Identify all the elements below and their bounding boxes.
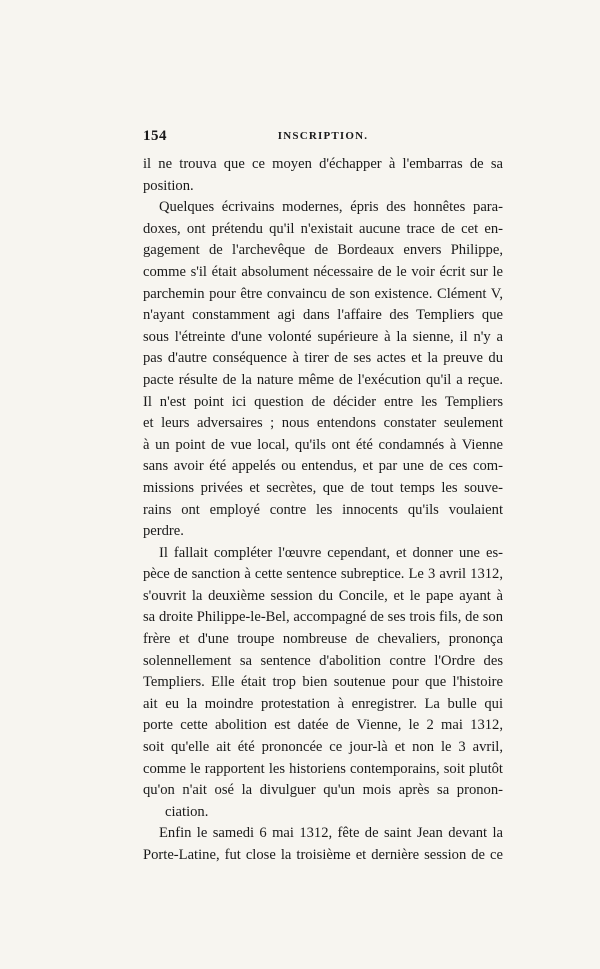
text-line: pacte résulte de la nature même de l'exécution qu'il a reçue. bbox=[143, 371, 503, 388]
text-line: comme s'il était absolument nécessaire de le voir écrit sur le bbox=[143, 263, 503, 280]
text-line: à un point de vue local, qu'ils ont été condamnés à Vienne bbox=[143, 436, 503, 453]
text-line: sa droite Philippe-le-Bel, accompagné de ses trois fils, de son bbox=[143, 609, 503, 626]
text-line: sans avoir été appelés ou entendus, et par une de ces com- bbox=[143, 458, 503, 475]
page-number: 154 bbox=[143, 128, 167, 144]
text-line: gagement de l'archevêque de Bordeaux envers Philippe, bbox=[143, 242, 503, 259]
text-line: position. bbox=[143, 177, 194, 194]
text-line: Templiers. Elle était trop bien soutenue pour que l'histoire bbox=[143, 674, 503, 691]
text-line: perdre. bbox=[143, 523, 184, 540]
text-line: porte cette abolition est datée de Vienne, le 2 mai 1312, bbox=[143, 717, 503, 734]
page-header bbox=[143, 128, 503, 144]
text-line: pèce de sanction à cette sentence subreptice. Le 3 avril 1312, bbox=[143, 566, 503, 583]
text-line: n'ayant constamment agi dans l'affaire des Templiers que bbox=[143, 307, 503, 324]
text-line: soit qu'elle ait été prononcée ce jour-là et non le 3 avril, bbox=[143, 739, 503, 756]
text-line: s'ouvrit la deuxième session du Concile, et le pape ayant à bbox=[143, 587, 503, 604]
text-line: doxes, ont prétendu qu'il n'existait aucune trace de cet en- bbox=[143, 220, 503, 237]
text-line: parchemin pour être convaincu de son existence. Clément V, bbox=[143, 285, 503, 302]
paragraph-start-line: Il fallait compléter l'œuvre cependant, et donner une es- bbox=[159, 544, 503, 561]
text-line: sous l'étreinte d'une volonté supérieure à la sienne, il n'y a bbox=[143, 328, 503, 345]
text-line: solennellement sa sentence d'abolition contre l'Ordre des bbox=[143, 652, 503, 669]
text-line: comme le rapportent les historiens contemporains, soit plutôt bbox=[143, 760, 503, 777]
text-line: frère et d'une troupe nombreuse de chevaliers, prononça bbox=[143, 631, 503, 648]
paragraph-start-line: Quelques écrivains modernes, épris des honnêtes para- bbox=[159, 199, 503, 216]
text-line: missions privées et secrètes, que de tout temps les souve- bbox=[143, 479, 503, 496]
paragraph-start-line: Enfin le samedi 6 mai 1312, fête de saint Jean devant la bbox=[159, 825, 503, 842]
text-line: Il n'est point ici question de décider entre les Templiers bbox=[143, 393, 503, 410]
body-text bbox=[143, 154, 503, 867]
text-line: qu'on n'ait osé la divulguer qu'un mois après sa pronon- bbox=[143, 782, 503, 799]
text-line: ciation. bbox=[165, 803, 209, 820]
text-line: Porte-Latine, fut close la troisième et dernière session de ce bbox=[143, 847, 503, 863]
text-line: pas d'autre conséquence à tirer de ses actes et la preuve du bbox=[143, 350, 503, 367]
text-line: et leurs adversaires ; nous entendons constater seulement bbox=[143, 415, 503, 432]
text-line: ait eu la moindre protestation à enregistrer. La bulle qui bbox=[143, 695, 503, 712]
running-head: INSCRIPTION. bbox=[277, 130, 369, 142]
text-line: rains ont employé contre les innocents qu'ils voulaient bbox=[143, 501, 503, 518]
text-line: il ne trouva que ce moyen d'échapper à l'embarras de sa bbox=[143, 156, 503, 172]
